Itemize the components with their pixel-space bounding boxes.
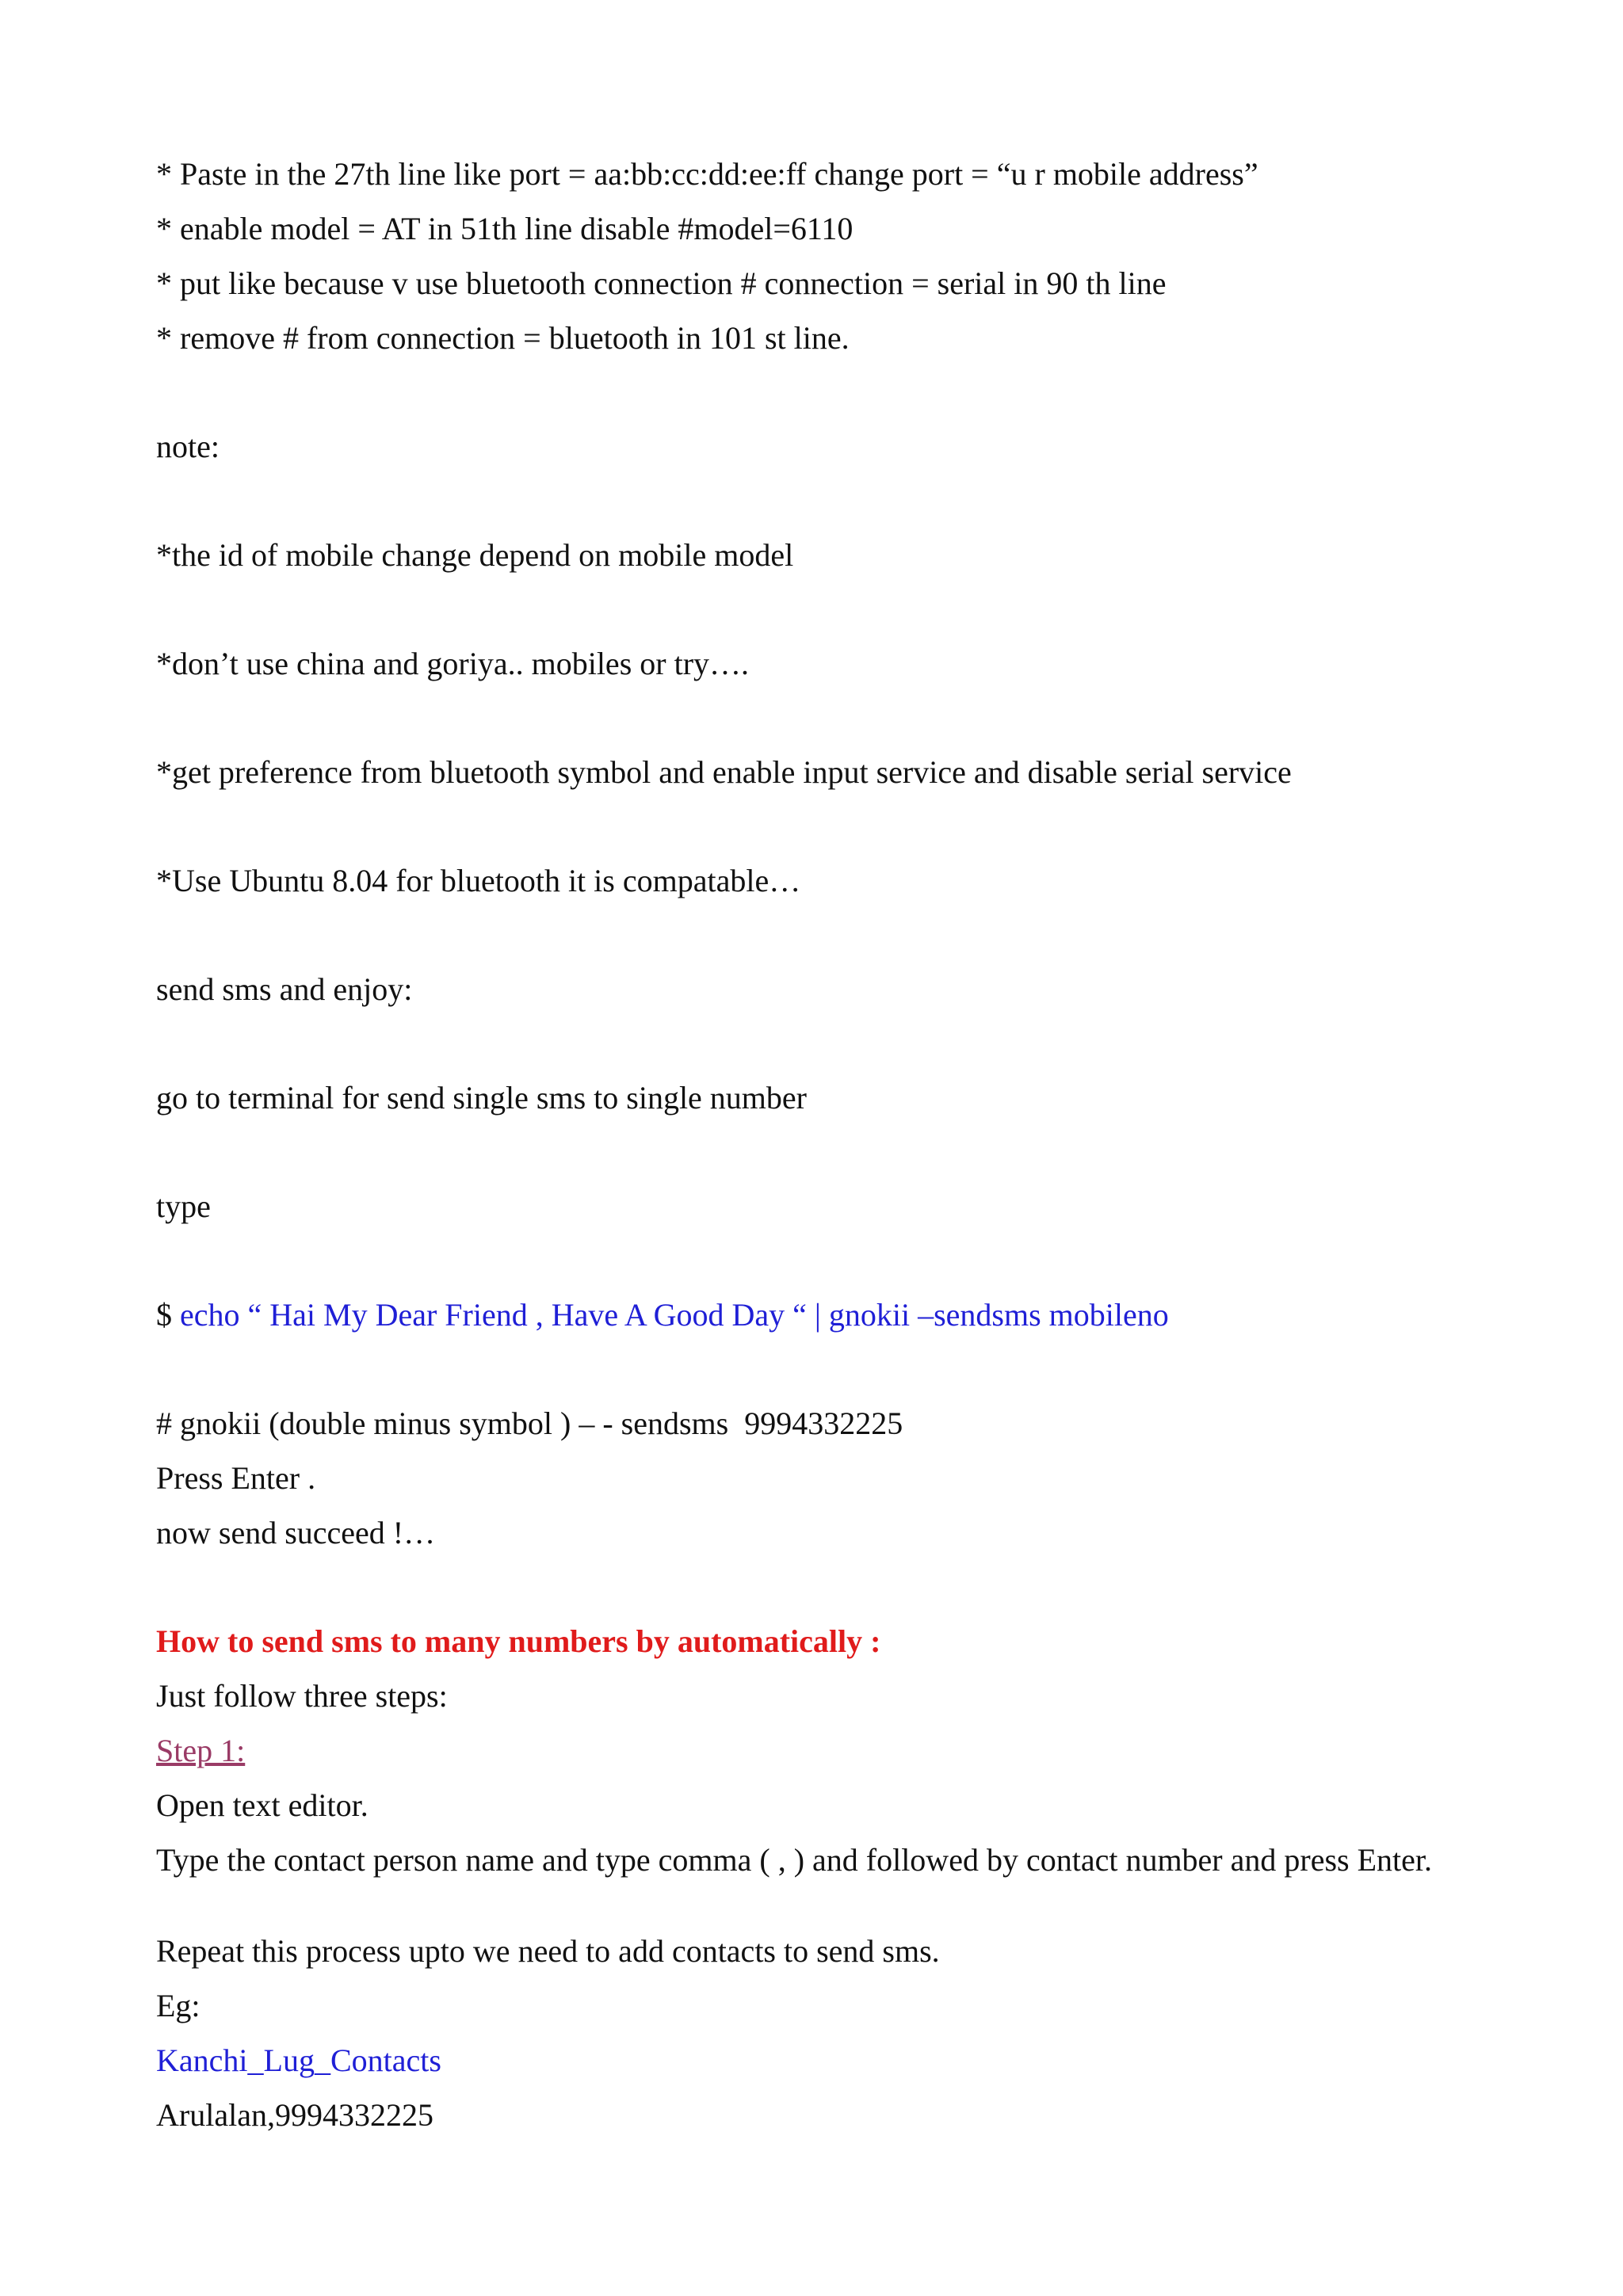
note-1: *the id of mobile change depend on mobile model (156, 537, 794, 573)
note-2: *don’t use china and goriya.. mobiles or try…. (156, 646, 750, 681)
command-text: echo “ Hai My Dear Friend , Have A Good Day “ | gnokii –sendsms mobileno (180, 1297, 1169, 1333)
example-line-1: # gnokii (double minus symbol ) – - sendsms 9994332225 (156, 1405, 903, 1441)
config-step-1: * Paste in the 27th line like port = aa:bb:cc:dd:ee:ff change port = “u r mobile address” (156, 156, 1258, 192)
step1-line-3: Repeat this process upto we need to add contacts to send sms. (156, 1933, 940, 1969)
contacts-title: Kanchi_Lug_Contacts (156, 2042, 441, 2078)
step1-label: Step 1: (156, 1733, 246, 1768)
config-step-4: * remove # from connection = bluetooth in 101 st line. (156, 320, 850, 356)
many-numbers-heading: How to send sms to many numbers by automatically : (156, 1623, 881, 1659)
follow-steps: Just follow three steps: (156, 1678, 448, 1714)
terminal-instruction: go to terminal for send single sms to single number (156, 1080, 807, 1116)
config-step-3: * put like because v use bluetooth connection # connection = serial in 90 th line (156, 265, 1167, 301)
step1-line-4: Eg: (156, 1988, 200, 2023)
command-line (156, 1297, 1487, 1333)
config-step-2: * enable model = AT in 51th line disable #model=6110 (156, 211, 854, 246)
send-heading: send sms and enjoy: (156, 971, 413, 1007)
note-heading: note: (156, 429, 220, 464)
step1-line-2: Type the contact person name and type comma ( , ) and followed by contact number and press Enter. (156, 1842, 1432, 1878)
command-prompt: $ (156, 1297, 180, 1333)
contact-example: Arulalan,9994332225 (156, 2097, 433, 2133)
example-line-2: Press Enter . (156, 1460, 316, 1496)
type-word: type (156, 1188, 211, 1224)
step1-line-1: Open text editor. (156, 1787, 369, 1823)
note-3: *get preference from bluetooth symbol and enable input service and disable serial service (156, 754, 1292, 790)
note-4: *Use Ubuntu 8.04 for bluetooth it is compatable… (156, 863, 801, 898)
example-line-3: now send succeed !… (156, 1515, 436, 1550)
